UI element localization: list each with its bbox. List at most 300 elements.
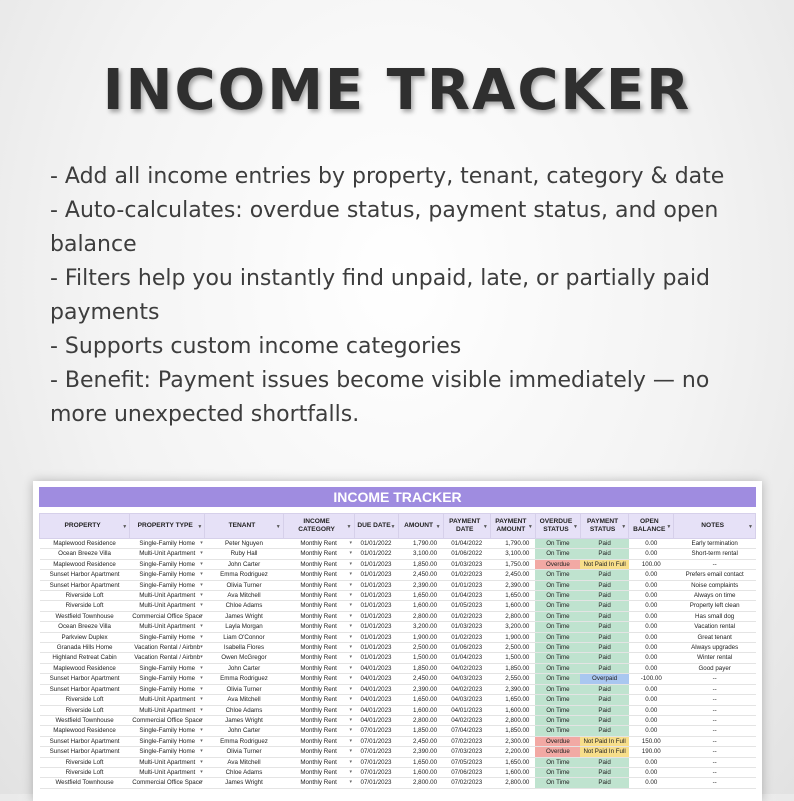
cell-overdue-status[interactable]: On Time [535,674,580,684]
cell-property-type[interactable]: Commercial Office Space ▾ [130,611,205,621]
cell-overdue-status[interactable]: On Time [535,684,580,694]
cell-payment-date[interactable]: 07/06/2023 [443,767,490,777]
filter-dropdown-icon[interactable]: ▼ [666,524,672,530]
cell-open-balance[interactable]: 0.00 [629,767,674,777]
cell-payment-status[interactable]: Not Paid In Full [580,736,628,746]
cell-income-category[interactable]: Monthly Rent ▾ [283,663,354,673]
cell-payment-date[interactable]: 01/02/2023 [443,632,490,642]
cell-due-date[interactable]: 01/01/2023 [354,653,398,663]
cell-notes[interactable]: -- [674,757,756,767]
cell-payment-date[interactable]: 01/02/2023 [443,570,490,580]
cell-open-balance[interactable]: 0.00 [629,632,674,642]
cell-property[interactable]: Sunset Harbor Apartment [40,736,130,746]
cell-payment-amount[interactable]: 1,650.00 [490,695,535,705]
cell-property[interactable]: Sunset Harbor Apartment [40,684,130,694]
cell-tenant[interactable]: Ava Mitchell [205,757,283,767]
cell-income-category[interactable]: Monthly Rent ▾ [283,622,354,632]
cell-notes[interactable]: -- [674,726,756,736]
cell-payment-status[interactable]: Paid [580,643,628,653]
cell-overdue-status[interactable]: On Time [535,757,580,767]
cell-tenant[interactable]: Olivia Turner [205,747,283,757]
cell-tenant[interactable]: Isabella Flores [205,643,283,653]
cell-open-balance[interactable]: 0.00 [629,695,674,705]
cell-property-type[interactable]: Single-Family Home ▾ [130,559,205,569]
cell-payment-amount[interactable]: 1,850.00 [490,663,535,673]
cell-property[interactable]: Riverside Loft [40,757,130,767]
cell-overdue-status[interactable]: On Time [535,663,580,673]
cell-tenant[interactable]: Chloe Adams [205,601,283,611]
cell-payment-amount[interactable]: 2,300.00 [490,736,535,746]
cell-open-balance[interactable]: -100.00 [629,674,674,684]
cell-payment-status[interactable]: Paid [580,726,628,736]
cell-property-type[interactable]: Multi-Unit Apartment ▾ [130,622,205,632]
cell-open-balance[interactable]: 0.00 [629,549,674,559]
cell-payment-date[interactable]: 01/03/2023 [443,559,490,569]
cell-income-category[interactable]: Monthly Rent ▾ [283,736,354,746]
cell-open-balance[interactable]: 0.00 [629,705,674,715]
filter-dropdown-icon[interactable]: ▼ [435,524,441,530]
cell-tenant[interactable]: Emma Rodriguez [205,570,283,580]
cell-payment-status[interactable]: Overpaid [580,674,628,684]
cell-payment-status[interactable]: Paid [580,767,628,777]
filter-dropdown-icon[interactable]: ▼ [621,524,627,530]
cell-property[interactable]: Ocean Breeze Villa [40,622,130,632]
cell-amount[interactable]: 3,200.00 [398,622,443,632]
cell-open-balance[interactable]: 0.00 [629,778,674,788]
cell-due-date[interactable]: 01/01/2022 [354,539,398,549]
cell-overdue-status[interactable]: On Time [535,591,580,601]
cell-due-date[interactable]: 07/01/2023 [354,767,398,777]
cell-payment-amount[interactable]: 1,850.00 [490,726,535,736]
cell-income-category[interactable]: Monthly Rent ▾ [283,591,354,601]
cell-amount[interactable]: 1,600.00 [398,601,443,611]
cell-open-balance[interactable]: 0.00 [629,653,674,663]
cell-overdue-status[interactable]: On Time [535,580,580,590]
cell-tenant[interactable]: Ava Mitchell [205,695,283,705]
cell-property[interactable]: Parkview Duplex [40,632,130,642]
cell-tenant[interactable]: John Carter [205,559,283,569]
cell-notes[interactable]: Short-term rental [674,549,756,559]
cell-due-date[interactable]: 07/01/2023 [354,726,398,736]
cell-property[interactable]: Westfield Townhouse [40,715,130,725]
cell-property-type[interactable]: Multi-Unit Apartment ▾ [130,591,205,601]
filter-dropdown-icon[interactable]: ▼ [527,524,533,530]
cell-notes[interactable]: -- [674,778,756,788]
cell-property-type[interactable]: Single-Family Home ▾ [130,539,205,549]
cell-income-category[interactable]: Monthly Rent ▾ [283,539,354,549]
cell-property-type[interactable]: Multi-Unit Apartment ▾ [130,695,205,705]
column-header-open-balance[interactable] [629,514,674,539]
cell-amount[interactable]: 2,450.00 [398,570,443,580]
cell-income-category[interactable]: Monthly Rent ▾ [283,674,354,684]
cell-property-type[interactable]: Multi-Unit Apartment ▾ [130,757,205,767]
cell-tenant[interactable]: James Wright [205,778,283,788]
cell-due-date[interactable]: 01/01/2023 [354,622,398,632]
cell-payment-status[interactable]: Paid [580,632,628,642]
cell-notes[interactable]: -- [674,559,756,569]
cell-payment-date[interactable]: 01/01/2023 [443,580,490,590]
cell-notes[interactable]: Property left clean [674,601,756,611]
cell-tenant[interactable]: James Wright [205,611,283,621]
column-header-due-date[interactable] [354,514,398,539]
cell-payment-date[interactable]: 04/03/2023 [443,674,490,684]
cell-payment-date[interactable]: 01/03/2023 [443,622,490,632]
cell-payment-amount[interactable]: 1,600.00 [490,767,535,777]
cell-property-type[interactable]: Multi-Unit Apartment ▾ [130,767,205,777]
cell-property[interactable]: Ocean Breeze Villa [40,549,130,559]
cell-payment-status[interactable]: Paid [580,684,628,694]
cell-open-balance[interactable]: 0.00 [629,726,674,736]
cell-amount[interactable]: 2,500.00 [398,643,443,653]
cell-payment-amount[interactable]: 2,800.00 [490,715,535,725]
cell-property-type[interactable]: Multi-Unit Apartment ▾ [130,601,205,611]
column-header-property-type[interactable] [130,514,205,539]
cell-notes[interactable]: -- [674,715,756,725]
cell-amount[interactable]: 1,850.00 [398,726,443,736]
cell-notes[interactable]: Always upgrades [674,643,756,653]
cell-income-category[interactable]: Monthly Rent ▾ [283,653,354,663]
cell-amount[interactable]: 2,390.00 [398,684,443,694]
cell-due-date[interactable]: 01/01/2023 [354,570,398,580]
cell-amount[interactable]: 1,600.00 [398,767,443,777]
cell-amount[interactable]: 1,900.00 [398,632,443,642]
cell-tenant[interactable]: Chloe Adams [205,705,283,715]
cell-income-category[interactable]: Monthly Rent ▾ [283,601,354,611]
cell-payment-date[interactable]: 04/02/2023 [443,715,490,725]
cell-overdue-status[interactable]: On Time [535,601,580,611]
cell-property[interactable]: Highland Retreat Cabin [40,653,130,663]
cell-income-category[interactable]: Monthly Rent ▾ [283,580,354,590]
cell-amount[interactable]: 1,650.00 [398,757,443,767]
cell-payment-status[interactable]: Paid [580,591,628,601]
cell-amount[interactable]: 1,790.00 [398,539,443,549]
cell-tenant[interactable]: Owen McGregor [205,653,283,663]
cell-open-balance[interactable]: 0.00 [629,591,674,601]
cell-payment-amount[interactable]: 2,500.00 [490,643,535,653]
cell-payment-date[interactable]: 07/03/2023 [443,747,490,757]
cell-due-date[interactable]: 01/01/2023 [354,611,398,621]
cell-property[interactable]: Westfield Townhouse [40,611,130,621]
cell-payment-date[interactable]: 01/06/2022 [443,549,490,559]
cell-payment-status[interactable]: Paid [580,653,628,663]
cell-overdue-status[interactable]: On Time [535,653,580,663]
cell-income-category[interactable]: Monthly Rent ▾ [283,643,354,653]
cell-amount[interactable]: 2,800.00 [398,611,443,621]
cell-notes[interactable]: -- [674,747,756,757]
cell-payment-status[interactable]: Paid [580,622,628,632]
cell-payment-amount[interactable]: 1,600.00 [490,601,535,611]
cell-amount[interactable]: 2,450.00 [398,736,443,746]
cell-property-type[interactable]: Single-Family Home ▾ [130,736,205,746]
cell-property-type[interactable]: Multi-Unit Apartment ▾ [130,549,205,559]
cell-amount[interactable]: 1,650.00 [398,695,443,705]
cell-tenant[interactable]: John Carter [205,663,283,673]
cell-property-type[interactable]: Single-Family Home ▾ [130,726,205,736]
cell-payment-status[interactable]: Paid [580,695,628,705]
cell-tenant[interactable]: Peter Nguyen [205,539,283,549]
cell-payment-status[interactable]: Paid [580,539,628,549]
cell-overdue-status[interactable]: On Time [535,622,580,632]
cell-property-type[interactable]: Multi-Unit Apartment ▾ [130,705,205,715]
column-header-tenant[interactable] [205,514,283,539]
cell-amount[interactable]: 1,500.00 [398,653,443,663]
cell-amount[interactable]: 2,450.00 [398,674,443,684]
cell-property[interactable]: Sunset Harbor Apartment [40,570,130,580]
cell-property[interactable]: Riverside Loft [40,601,130,611]
cell-due-date[interactable]: 01/01/2023 [354,601,398,611]
cell-payment-date[interactable]: 01/04/2022 [443,539,490,549]
cell-notes[interactable]: Early termination [674,539,756,549]
cell-payment-status[interactable]: Paid [580,570,628,580]
cell-payment-status[interactable]: Paid [580,549,628,559]
cell-income-category[interactable]: Monthly Rent ▾ [283,705,354,715]
cell-payment-status[interactable]: Not Paid In Full [580,747,628,757]
cell-amount[interactable]: 3,100.00 [398,549,443,559]
cell-overdue-status[interactable]: On Time [535,695,580,705]
cell-due-date[interactable]: 01/01/2023 [354,580,398,590]
cell-property-type[interactable]: Single-Family Home ▾ [130,674,205,684]
cell-amount[interactable]: 2,800.00 [398,715,443,725]
column-header-payment-date[interactable] [443,514,490,539]
cell-notes[interactable]: Winter rental [674,653,756,663]
cell-overdue-status[interactable]: On Time [535,549,580,559]
cell-due-date[interactable]: 04/01/2023 [354,684,398,694]
cell-property-type[interactable]: Commercial Office Space ▾ [130,778,205,788]
cell-payment-amount[interactable]: 3,100.00 [490,549,535,559]
cell-property[interactable]: Sunset Harbor Apartment [40,747,130,757]
cell-overdue-status[interactable]: On Time [535,570,580,580]
cell-due-date[interactable]: 07/01/2023 [354,778,398,788]
cell-income-category[interactable]: Monthly Rent ▾ [283,632,354,642]
cell-open-balance[interactable]: 0.00 [629,643,674,653]
cell-overdue-status[interactable]: Overdue [535,747,580,757]
cell-due-date[interactable]: 01/01/2022 [354,549,398,559]
cell-property[interactable]: Riverside Loft [40,591,130,601]
cell-open-balance[interactable]: 0.00 [629,580,674,590]
cell-payment-status[interactable]: Paid [580,778,628,788]
cell-amount[interactable]: 2,800.00 [398,778,443,788]
cell-income-category[interactable]: Monthly Rent ▾ [283,715,354,725]
cell-open-balance[interactable]: 0.00 [629,663,674,673]
column-header-income-category[interactable] [283,514,354,539]
cell-amount[interactable]: 1,650.00 [398,591,443,601]
cell-notes[interactable]: Vacation rental [674,622,756,632]
filter-dropdown-icon[interactable]: ▼ [390,524,396,530]
cell-payment-date[interactable]: 07/02/2023 [443,778,490,788]
cell-notes[interactable]: Good payer [674,663,756,673]
cell-tenant[interactable]: Emma Rodriguez [205,674,283,684]
cell-open-balance[interactable]: 0.00 [629,539,674,549]
cell-payment-date[interactable]: 04/02/2023 [443,684,490,694]
cell-property[interactable]: Riverside Loft [40,767,130,777]
cell-notes[interactable]: Prefers email contact [674,570,756,580]
cell-property[interactable]: Maplewood Residence [40,559,130,569]
cell-payment-status[interactable]: Paid [580,601,628,611]
cell-tenant[interactable]: Ruby Hall [205,549,283,559]
cell-notes[interactable]: Great tenant [674,632,756,642]
cell-income-category[interactable]: Monthly Rent ▾ [283,726,354,736]
cell-payment-date[interactable]: 01/06/2023 [443,643,490,653]
cell-overdue-status[interactable]: Overdue [535,736,580,746]
cell-due-date[interactable]: 01/01/2023 [354,591,398,601]
cell-notes[interactable]: -- [674,705,756,715]
cell-due-date[interactable]: 04/01/2023 [354,674,398,684]
filter-dropdown-icon[interactable]: ▼ [275,524,281,530]
cell-notes[interactable]: Always on time [674,591,756,601]
cell-payment-amount[interactable]: 2,390.00 [490,580,535,590]
cell-tenant[interactable]: James Wright [205,715,283,725]
cell-property-type[interactable]: Vacation Rental / Airbnb ▾ [130,653,205,663]
cell-open-balance[interactable]: 0.00 [629,715,674,725]
cell-payment-date[interactable]: 01/04/2023 [443,653,490,663]
cell-overdue-status[interactable]: On Time [535,726,580,736]
column-header-notes[interactable] [674,514,756,539]
cell-open-balance[interactable]: 0.00 [629,684,674,694]
cell-amount[interactable]: 1,850.00 [398,559,443,569]
cell-property[interactable]: Granada Hills Home [40,643,130,653]
cell-payment-amount[interactable]: 1,900.00 [490,632,535,642]
cell-payment-status[interactable]: Not Paid In Full [580,559,628,569]
cell-overdue-status[interactable]: Overdue [535,559,580,569]
cell-due-date[interactable]: 01/01/2023 [354,632,398,642]
cell-property-type[interactable]: Single-Family Home ▾ [130,663,205,673]
cell-payment-status[interactable]: Paid [580,580,628,590]
cell-tenant[interactable]: Olivia Turner [205,580,283,590]
cell-property[interactable]: Sunset Harbor Apartment [40,580,130,590]
cell-property-type[interactable]: Single-Family Home ▾ [130,570,205,580]
cell-open-balance[interactable]: 0.00 [629,611,674,621]
cell-due-date[interactable]: 07/01/2023 [354,736,398,746]
cell-open-balance[interactable]: 100.00 [629,559,674,569]
cell-payment-amount[interactable]: 2,800.00 [490,778,535,788]
cell-due-date[interactable]: 04/01/2023 [354,705,398,715]
cell-due-date[interactable]: 07/01/2023 [354,757,398,767]
cell-payment-date[interactable]: 07/04/2023 [443,726,490,736]
cell-due-date[interactable]: 04/01/2023 [354,663,398,673]
cell-payment-amount[interactable]: 1,600.00 [490,705,535,715]
cell-income-category[interactable]: Monthly Rent ▾ [283,757,354,767]
cell-property[interactable]: Westfield Townhouse [40,778,130,788]
cell-property[interactable]: Sunset Harbor Apartment [40,674,130,684]
cell-tenant[interactable]: Ava Mitchell [205,591,283,601]
column-header-amount[interactable] [398,514,443,539]
cell-tenant[interactable]: Liam O'Connor [205,632,283,642]
cell-overdue-status[interactable]: On Time [535,767,580,777]
cell-tenant[interactable]: John Carter [205,726,283,736]
cell-notes[interactable]: -- [674,674,756,684]
cell-overdue-status[interactable]: On Time [535,611,580,621]
cell-notes[interactable]: -- [674,695,756,705]
cell-tenant[interactable]: Olivia Turner [205,684,283,694]
cell-overdue-status[interactable]: On Time [535,705,580,715]
cell-due-date[interactable]: 01/01/2023 [354,643,398,653]
cell-income-category[interactable]: Monthly Rent ▾ [283,767,354,777]
cell-property[interactable]: Maplewood Residence [40,663,130,673]
cell-payment-date[interactable]: 07/02/2023 [443,736,490,746]
cell-open-balance[interactable]: 190.00 [629,747,674,757]
cell-open-balance[interactable]: 0.00 [629,757,674,767]
cell-property[interactable]: Maplewood Residence [40,539,130,549]
cell-amount[interactable]: 2,390.00 [398,580,443,590]
cell-payment-date[interactable]: 01/04/2023 [443,591,490,601]
cell-overdue-status[interactable]: On Time [535,539,580,549]
cell-notes[interactable]: Noise complaints [674,580,756,590]
cell-payment-amount[interactable]: 1,500.00 [490,653,535,663]
cell-payment-status[interactable]: Paid [580,705,628,715]
column-header-overdue-status[interactable] [535,514,580,539]
cell-due-date[interactable]: 04/01/2023 [354,695,398,705]
cell-amount[interactable]: 1,850.00 [398,663,443,673]
cell-overdue-status[interactable]: On Time [535,643,580,653]
cell-property-type[interactable]: Commercial Office Space ▾ [130,715,205,725]
cell-payment-amount[interactable]: 1,750.00 [490,559,535,569]
cell-payment-amount[interactable]: 2,800.00 [490,611,535,621]
cell-income-category[interactable]: Monthly Rent ▾ [283,747,354,757]
cell-open-balance[interactable]: 0.00 [629,570,674,580]
cell-payment-status[interactable]: Paid [580,715,628,725]
column-header-property[interactable] [40,514,130,539]
column-header-payment-amount[interactable] [490,514,535,539]
cell-payment-amount[interactable]: 2,390.00 [490,684,535,694]
cell-payment-date[interactable]: 01/05/2023 [443,601,490,611]
cell-open-balance[interactable]: 150.00 [629,736,674,746]
cell-payment-amount[interactable]: 1,790.00 [490,539,535,549]
cell-open-balance[interactable]: 0.00 [629,622,674,632]
filter-dropdown-icon[interactable]: ▼ [346,524,352,530]
cell-open-balance[interactable]: 0.00 [629,601,674,611]
cell-income-category[interactable]: Monthly Rent ▾ [283,549,354,559]
cell-payment-amount[interactable]: 2,200.00 [490,747,535,757]
cell-property[interactable]: Maplewood Residence [40,726,130,736]
cell-property-type[interactable]: Vacation Rental / Airbnb ▾ [130,643,205,653]
filter-dropdown-icon[interactable]: ▼ [748,524,753,530]
cell-due-date[interactable]: 07/01/2023 [354,747,398,757]
cell-income-category[interactable]: Monthly Rent ▾ [283,570,354,580]
cell-property[interactable]: Riverside Loft [40,695,130,705]
cell-payment-date[interactable]: 04/01/2023 [443,705,490,715]
cell-notes[interactable]: Has small dog [674,611,756,621]
cell-overdue-status[interactable]: On Time [535,715,580,725]
cell-overdue-status[interactable]: On Time [535,632,580,642]
column-header-payment-status[interactable] [580,514,628,539]
filter-dropdown-icon[interactable]: ▼ [573,524,578,530]
cell-payment-amount[interactable]: 2,550.00 [490,674,535,684]
cell-property[interactable]: Riverside Loft [40,705,130,715]
cell-payment-status[interactable]: Paid [580,611,628,621]
cell-income-category[interactable]: Monthly Rent ▾ [283,778,354,788]
cell-due-date[interactable]: 04/01/2023 [354,715,398,725]
cell-overdue-status[interactable]: On Time [535,778,580,788]
cell-payment-date[interactable]: 04/02/2023 [443,663,490,673]
filter-dropdown-icon[interactable]: ▼ [122,524,128,530]
cell-property-type[interactable]: Single-Family Home ▾ [130,632,205,642]
cell-amount[interactable]: 2,390.00 [398,747,443,757]
cell-notes[interactable]: -- [674,684,756,694]
cell-due-date[interactable]: 01/01/2023 [354,559,398,569]
cell-payment-date[interactable]: 04/03/2023 [443,695,490,705]
cell-payment-amount[interactable]: 3,200.00 [490,622,535,632]
cell-payment-status[interactable]: Paid [580,757,628,767]
cell-income-category[interactable]: Monthly Rent ▾ [283,695,354,705]
cell-payment-date[interactable]: 01/02/2023 [443,611,490,621]
cell-notes[interactable]: -- [674,736,756,746]
cell-income-category[interactable]: Monthly Rent ▾ [283,684,354,694]
cell-property-type[interactable]: Single-Family Home ▾ [130,747,205,757]
cell-amount[interactable]: 1,600.00 [398,705,443,715]
cell-tenant[interactable]: Layla Morgan [205,622,283,632]
cell-property-type[interactable]: Single-Family Home ▾ [130,580,205,590]
filter-dropdown-icon[interactable]: ▼ [197,524,203,530]
